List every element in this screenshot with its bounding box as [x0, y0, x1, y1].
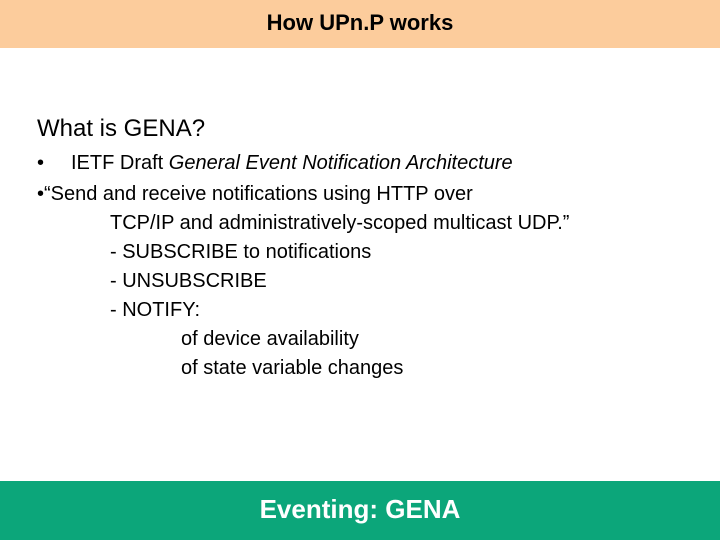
ietf-prefix: IETF Draft [71, 152, 169, 174]
notify-item-state-changes: of state variable changes [181, 357, 404, 379]
ietf-term: General Event Notification Architecture [168, 152, 513, 174]
quote-line-2: TCP/IP and administratively-scoped multicast UDP.” [110, 212, 570, 234]
bullet-ietf-draft [37, 149, 513, 177]
bullet-point: • [37, 152, 45, 174]
method-subscribe: - SUBSCRIBE to notifications [110, 241, 372, 263]
notify-item-availability: of device availability [181, 328, 359, 350]
method-unsubscribe: - UNSUBSCRIBE [110, 270, 267, 292]
footer-title: Eventing: GENA [259, 494, 461, 524]
quote-line-1: •“Send and receive notifications using HTTP over [37, 183, 473, 205]
method-notify: - NOTIFY: [110, 299, 200, 321]
section-heading: What is GENA? [37, 115, 206, 142]
title-banner [0, 0, 720, 48]
slide-title: How UPn.P works [266, 10, 454, 35]
footer-banner [0, 481, 720, 540]
